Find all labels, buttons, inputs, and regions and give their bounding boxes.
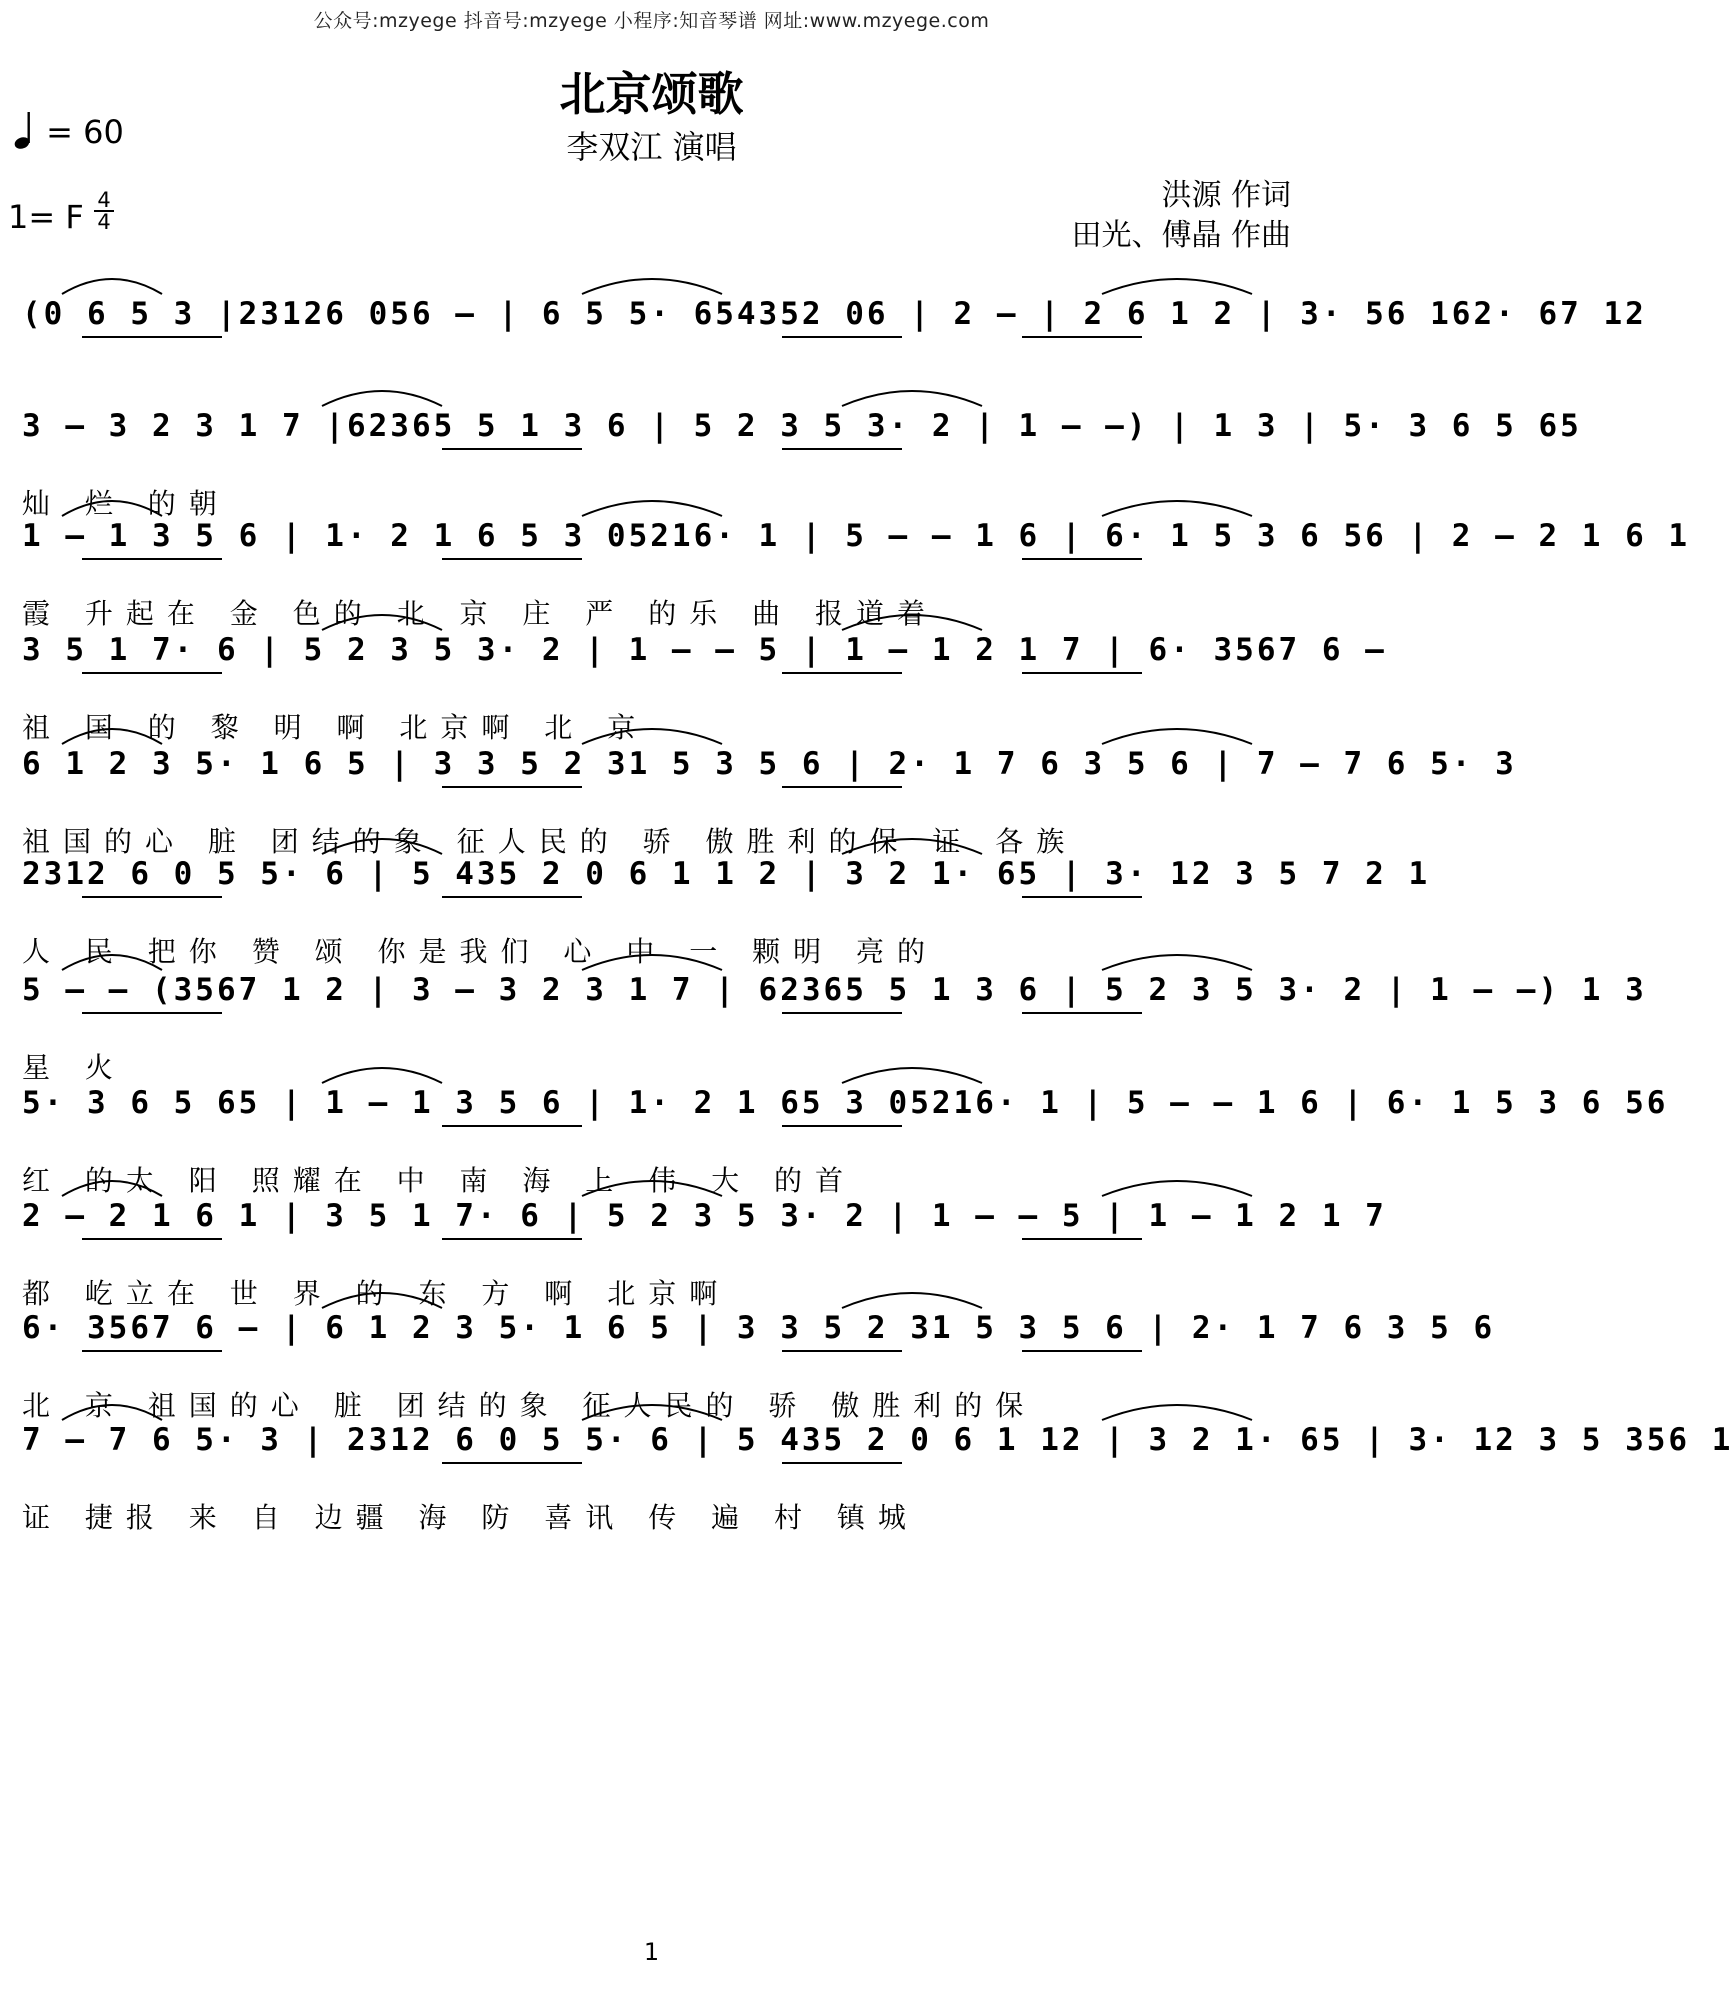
slur (842, 839, 982, 854)
slur (322, 839, 442, 854)
beam-underlines (22, 1010, 1290, 1022)
beam-line (782, 1012, 902, 1014)
slur-marks (22, 260, 1290, 300)
slur (62, 729, 162, 744)
beam-line (782, 336, 902, 338)
beam-line (1022, 336, 1142, 338)
notation-row: 1 — 1 3 5 6 | 1· 2 1 6 5 3 05216· 1 | 5 — — 1 6 | 6· 1 5 3 6 56 | 2 — 2 1 6 1 (22, 518, 1691, 554)
beam-line (782, 1350, 902, 1352)
slur (582, 729, 722, 744)
beam-line (1022, 1350, 1142, 1352)
slur (322, 615, 442, 630)
beam-underlines (22, 1348, 1290, 1360)
notation-row: 6· 3567 6 — | 6 1 2 3 5· 1 6 5 | 3 3 5 2 31 5 3 5 6 | 2· 1 7 6 3 5 6 (22, 1310, 1496, 1346)
slur (582, 279, 722, 294)
slur (1102, 1181, 1252, 1196)
lyrics-row: 都 屹立在 世 界 的 东 方 啊 北京啊 (22, 1277, 731, 1310)
notation-row: 5 — — (3567 1 2 | 3 — 3 2 3 1 7 | 62365 5 1 3 6 | 5 2 3 5 3· 2 | 1 — —) 1 3 (22, 972, 1647, 1008)
lyrics-row: 祖国的心 脏 团结的象 征人民的 骄 傲胜利的保 证 各族 (22, 825, 1078, 858)
slur (1102, 955, 1252, 970)
slur (322, 391, 442, 406)
beam-line (782, 1462, 902, 1464)
beam-underlines (22, 556, 1290, 568)
beam-underlines (22, 334, 1290, 346)
beam-line (442, 448, 582, 450)
slur (322, 1068, 442, 1083)
beam-line (82, 672, 222, 674)
beam-line (82, 1238, 222, 1240)
lyrics-row: 红 的太 阳 照耀在 中 南 海 上 伟 大 的首 (22, 1164, 857, 1197)
beam-line (442, 786, 582, 788)
slur-marks (22, 1386, 1290, 1426)
slur (582, 955, 722, 970)
slur (582, 501, 722, 516)
notation-row: (0 6 5 3 |23126 056 — | 6 5 5· 654352 06 | 2 — | 2 6 1 2 | 3· 56 162· 67 12 (22, 296, 1647, 332)
lyrics-row: 北 京 祖国的心 脏 团结的象 征人民的 骄 傲胜利的保 (22, 1389, 1037, 1422)
notation-row: 5· 3 6 5 65 | 1 — 1 3 5 6 | 1· 2 1 65 3 05216· 1 | 5 — — 1 6 | 6· 1 5 3 6 56 (22, 1085, 1669, 1121)
lyrics-row: 星 火 (22, 1051, 126, 1084)
beam-line (82, 336, 222, 338)
beam-line (1022, 672, 1142, 674)
slur (1102, 501, 1252, 516)
slur (842, 1068, 982, 1083)
notation-row: 3 — 3 2 3 1 7 |62365 5 1 3 6 | 5 2 3 5 3· 2 | 1 — —) | 1 3 | 5· 3 6 5 65 (22, 408, 1582, 444)
slur (62, 1405, 162, 1420)
beam-line (1022, 896, 1142, 898)
slur (62, 501, 162, 516)
slur (582, 1181, 722, 1196)
tempo-marking (14, 110, 124, 158)
slur (842, 1293, 982, 1308)
slur (582, 1405, 722, 1420)
beam-line (782, 672, 902, 674)
slur-marks (22, 482, 1290, 522)
beam-underlines (22, 894, 1290, 906)
slur (1102, 1405, 1252, 1420)
tempo-value: = 60 (46, 113, 124, 151)
slur-marks (22, 596, 1290, 636)
lyrics-row: 霞 升起在 金 色的 北 京 庄 严 的乐 曲 报道着 (22, 597, 939, 630)
beam-line (82, 558, 222, 560)
beam-underlines (22, 1123, 1290, 1135)
time-signature-top: 4 (97, 188, 111, 212)
lyrics-row: 祖 国 的 黎 明 啊 北京啊 北 京 (22, 711, 649, 744)
lyrics-row: 灿 烂 的朝 (22, 487, 230, 520)
slur-marks (22, 1274, 1290, 1314)
notation-row: 7 — 7 6 5· 3 | 2312 6 0 5 5· 6 | 5 435 2 0 6 1 12 | 3 2 1· 65 | 3· 12 3 5 356 1 (22, 1422, 1733, 1458)
performer-credit: 李双江 演唱 (566, 128, 737, 166)
slur (322, 1293, 442, 1308)
beam-line (782, 786, 902, 788)
slur (62, 279, 162, 294)
beam-line (82, 1012, 222, 1014)
time-signature-bottom: 4 (97, 210, 111, 234)
quarter-note-icon (14, 110, 36, 158)
slur (1102, 279, 1252, 294)
composer-credit: 田光、傅晶 作曲 (1071, 218, 1291, 253)
beam-underlines (22, 670, 1290, 682)
beam-line (442, 1125, 582, 1127)
slur-marks (22, 1049, 1290, 1089)
beam-underlines (22, 1460, 1290, 1472)
notation-row: 3 5 1 7· 6 | 5 2 3 5 3· 2 | 1 — — 5 | 1 — 1 2 1 7 | 6· 3567 6 — (22, 632, 1387, 668)
beam-underlines (22, 784, 1290, 796)
slur (62, 955, 162, 970)
slur (842, 391, 982, 406)
beam-line (442, 1462, 582, 1464)
lyrics-row: 证 捷报 来 自 边疆 海 防 喜讯 传 遍 村 镇城 (22, 1501, 919, 1534)
notation-row: 2 — 2 1 6 1 | 3 5 1 7· 6 | 5 2 3 5 3· 2 | 1 — — 5 | 1 — 1 2 1 7 (22, 1198, 1387, 1234)
slur-marks (22, 820, 1290, 860)
beam-underlines (22, 1236, 1290, 1248)
notation-row: 2312 6 0 5 5· 6 | 5 435 2 0 6 1 1 2 | 3 2 1· 65 | 3· 12 3 5 7 2 1 (22, 856, 1431, 892)
slur-marks (22, 372, 1290, 412)
slur-marks (22, 936, 1290, 976)
beam-line (442, 1238, 582, 1240)
lyricist-credit: 洪源 作词 (1161, 178, 1291, 213)
watermark-header: 公众号:mzyege 抖音号:mzyege 小程序:知音琴谱 网址:www.mzyege.com (313, 10, 990, 32)
notation-row: 6 1 2 3 5· 1 6 5 | 3 3 5 2 31 5 3 5 6 | 2· 1 7 6 3 5 6 | 7 — 7 6 5· 3 (22, 746, 1517, 782)
slur (842, 615, 982, 630)
beam-line (442, 558, 582, 560)
slur-marks (22, 1162, 1290, 1202)
slur (62, 1181, 162, 1196)
beam-line (82, 896, 222, 898)
credits (1071, 176, 1291, 256)
song-title: 北京颂歌 (559, 67, 744, 121)
page-number: 1 (643, 1938, 660, 1966)
lyrics-row: 人 民 把你 赞 颂 你是我们 心 中 一 颗明 亮的 (22, 935, 939, 968)
beam-line (1022, 1012, 1142, 1014)
key-signature: 1= F (8, 198, 84, 236)
beam-line (1022, 558, 1142, 560)
beam-line (82, 1350, 222, 1352)
beam-underlines (22, 446, 1290, 458)
beam-line (442, 896, 582, 898)
beam-line (782, 1125, 902, 1127)
beam-line (782, 448, 902, 450)
time-signature (92, 190, 116, 232)
slur (1102, 729, 1252, 744)
slur-marks (22, 710, 1290, 750)
beam-line (1022, 1238, 1142, 1240)
